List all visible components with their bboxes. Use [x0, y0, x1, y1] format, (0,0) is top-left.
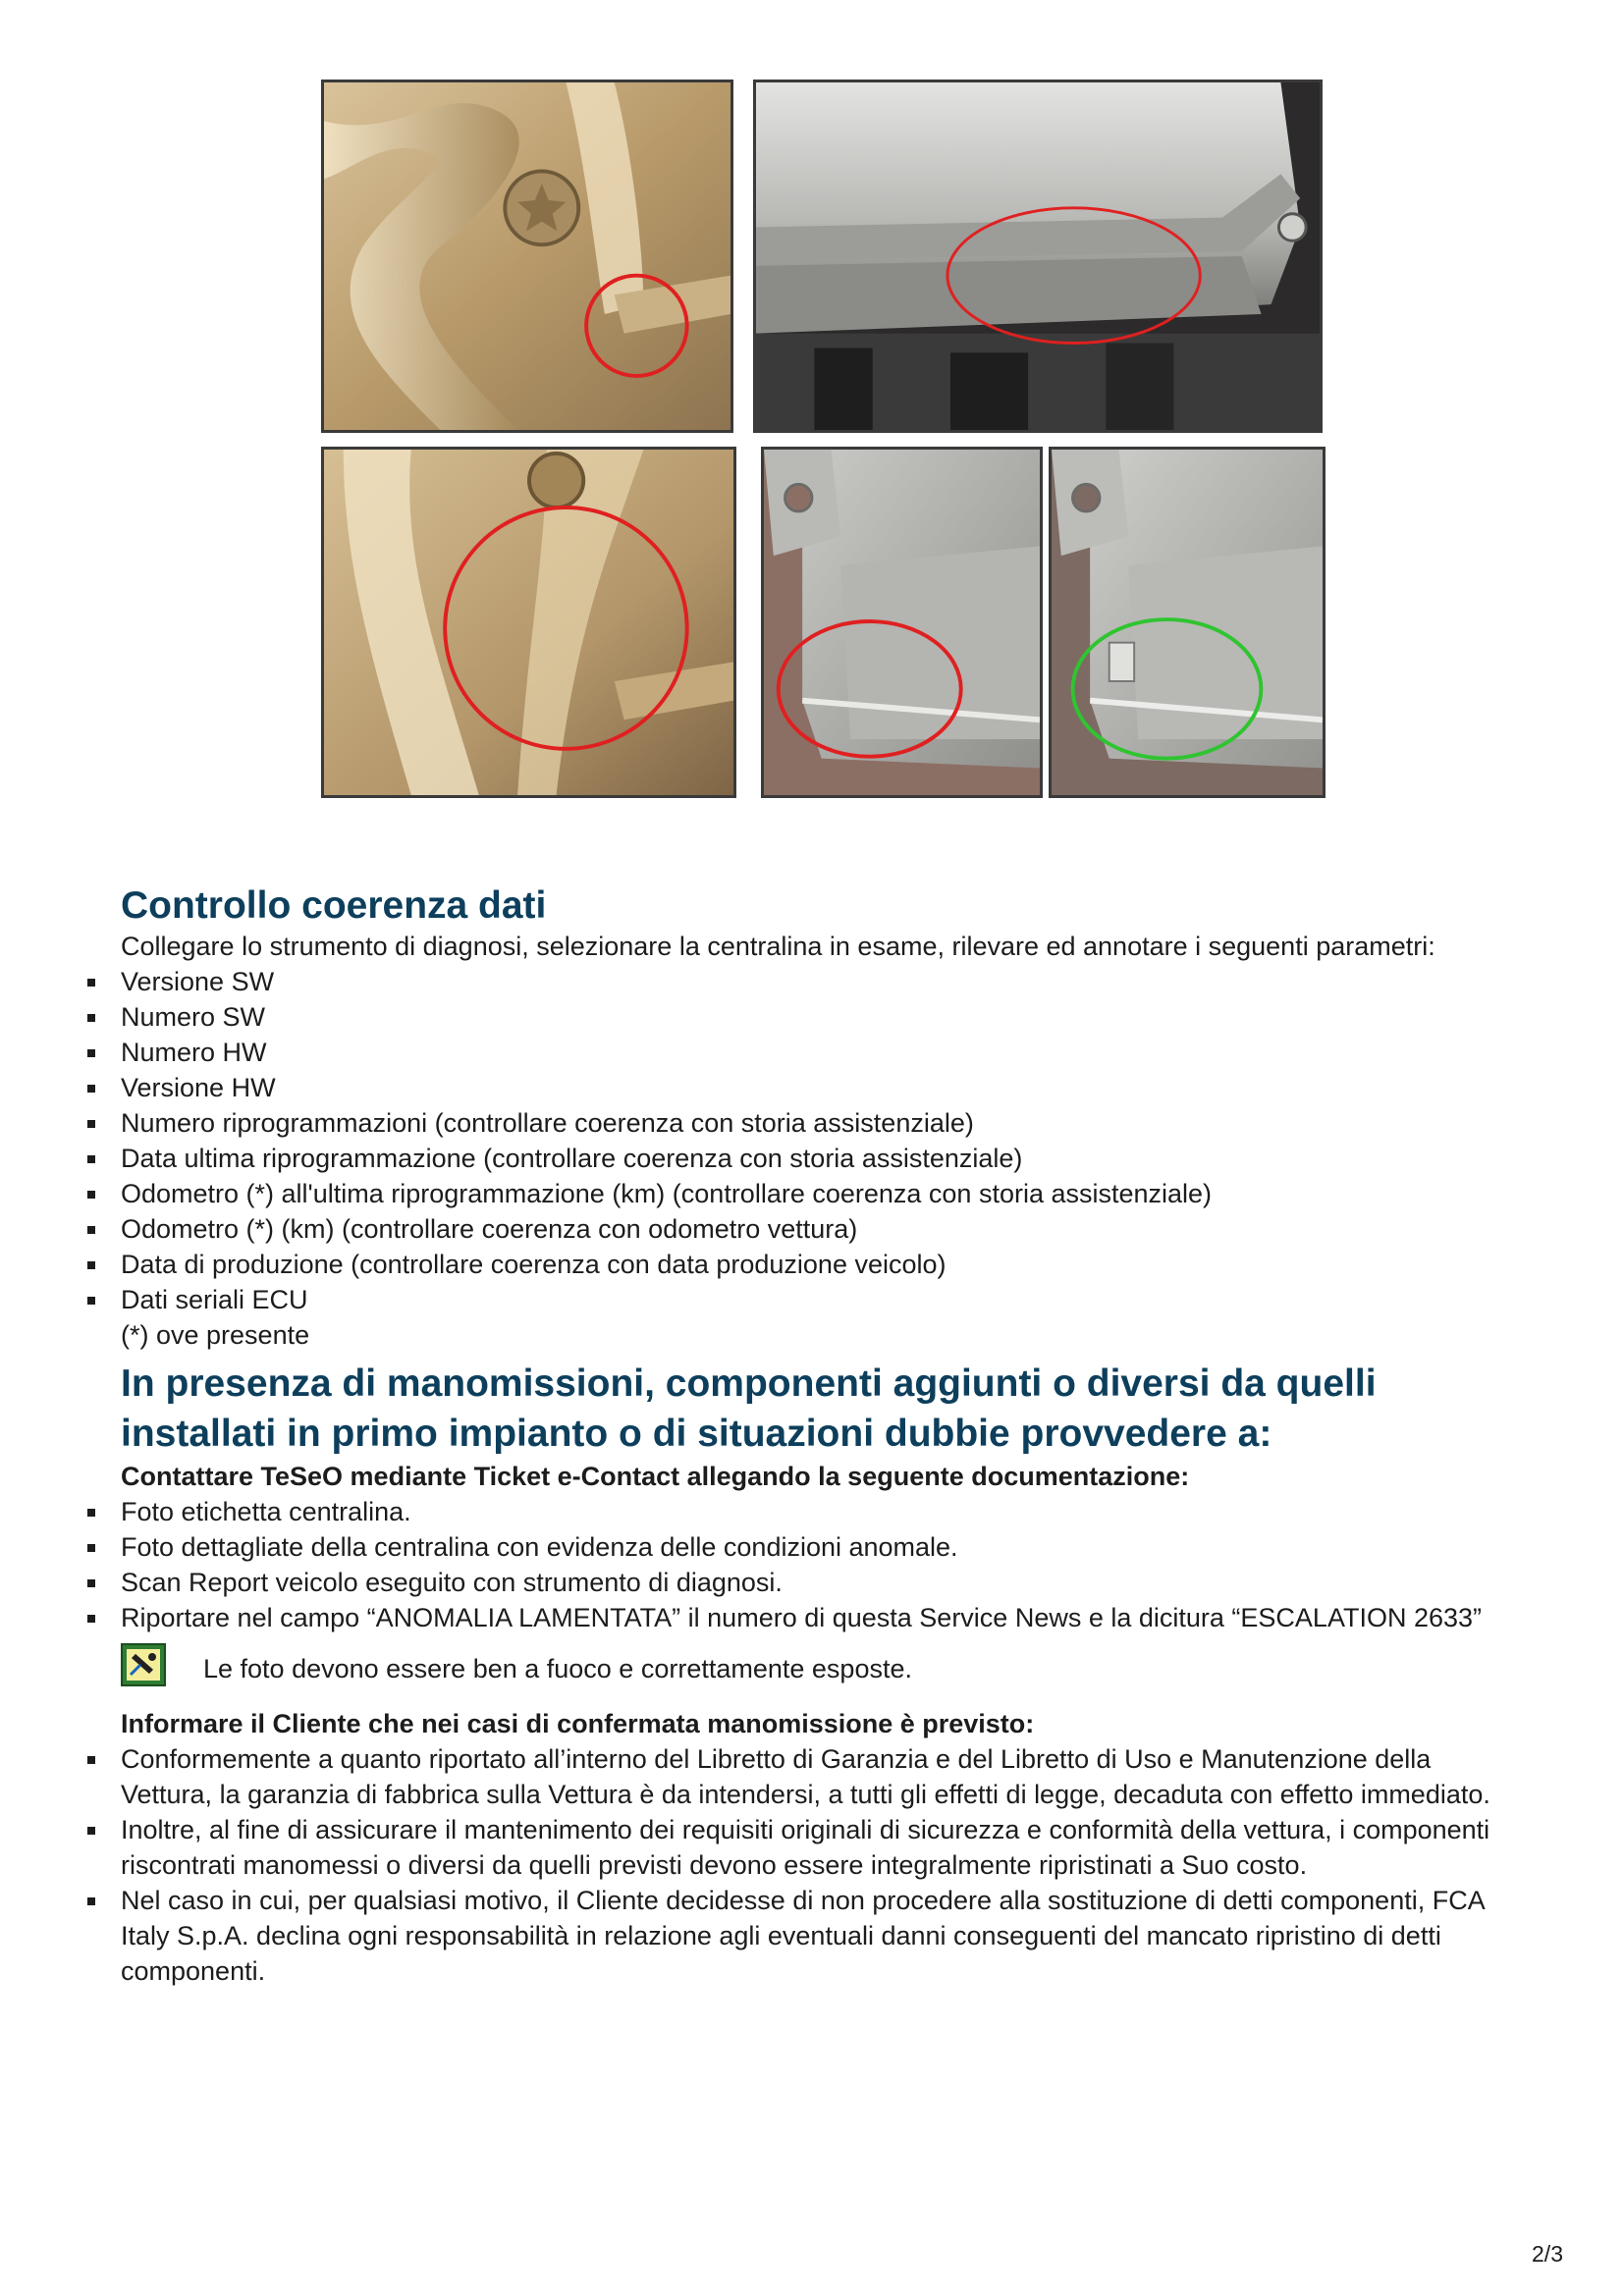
list-item: Scan Report veicolo eseguito con strumento di diagnosi. [121, 1565, 1515, 1600]
section-title-data-consistency: Controllo coerenza dati [121, 884, 547, 927]
list-item: Foto etichetta centralina. [121, 1494, 1515, 1529]
list-item: Foto dettagliate della centralina con evidenza delle condizioni anomale. [121, 1529, 1515, 1565]
consequences-list [121, 1741, 1515, 1989]
ecu-photo-screw-detail [321, 80, 733, 433]
inform-heading: Informare il Cliente che nei casi di confermata manomissione è previsto: [121, 1709, 1035, 1738]
section-title-tampering: In presenza di manomissioni, componenti aggiunti o diversi da quelli installati in primo impianto o di situazioni dubbie provvedere a: [121, 1362, 1377, 1455]
ecu-photo-corner-tampered [761, 447, 1043, 798]
list-item: Data ultima riprogrammazione (controllare coerenza con storia assistenziale) [121, 1141, 1515, 1176]
list-item: Versione HW [121, 1070, 1515, 1105]
list-item: Riportare nel campo “ANOMALIA LAMENTATA” il numero di questa Service News e la dicitura “ESCALATION 2633” [121, 1600, 1515, 1635]
photo-note [121, 1651, 1515, 1686]
list-item: Conformemente a quanto riportato all’interno del Libretto di Garanzia e del Libretto di Uso e Manutenzione della Vettura, la garanzia di fabbrica sulla Vettura è da intendersi, a tutti gli effetti di legge, decaduta con effetto immediato. [121, 1741, 1515, 1812]
ecu-photo-housing-edge [753, 80, 1323, 433]
section-intro: Collegare lo strumento di diagnosi, selezionare la centralina in esame, rilevare ed annotare i seguenti parametri: [121, 932, 1435, 961]
list-item: Inoltre, al fine di assicurare il mantenimento dei requisiti originali di sicurezza e conformità della vettura, i componenti riscontrati manomessi o diversi da quelli previsti devono essere integralmente ripristinati a Suo costo. [121, 1812, 1515, 1883]
page-number: 2/3 [1532, 2241, 1563, 2267]
list-item: Versione SW [121, 964, 1515, 999]
ecu-photo-screw-closeup [321, 447, 736, 798]
list-item: Numero SW [121, 999, 1515, 1035]
footnote: (*) ove presente [121, 1320, 310, 1350]
list-item: Numero HW [121, 1035, 1515, 1070]
parameters-list [121, 964, 1515, 1317]
list-item: Numero riprogrammazioni (controllare coerenza con storia assistenziale) [121, 1105, 1515, 1141]
list-item: Nel caso in cui, per qualsiasi motivo, il Cliente decidesse di non procedere alla sostituzione di detti componenti, FCA Italy S.p.A. declina ogni responsabilità in relazione agli eventuali danni conseguenti del mancato ripristino di detti componenti. [121, 1883, 1515, 1989]
ecu-photo-corner-original [1049, 447, 1325, 798]
list-item: Odometro (*) all'ultima riprogrammazione (km) (controllare coerenza con storia assistenziale) [121, 1176, 1515, 1211]
list-item: Odometro (*) (km) (controllare coerenza con odometro vettura) [121, 1211, 1515, 1247]
documentation-list [121, 1494, 1515, 1635]
list-item: Data di produzione (controllare coerenza con data produzione veicolo) [121, 1247, 1515, 1282]
contact-heading: Contattare TeSeO mediante Ticket e-Contact allegando la seguente documentazione: [121, 1462, 1190, 1491]
camera-note-icon [121, 1643, 166, 1686]
note-text: Le foto devono essere ben a fuoco e correttamente esposte. [203, 1654, 912, 1683]
list-item: Dati seriali ECU [121, 1282, 1515, 1317]
document-body [121, 883, 1515, 1989]
